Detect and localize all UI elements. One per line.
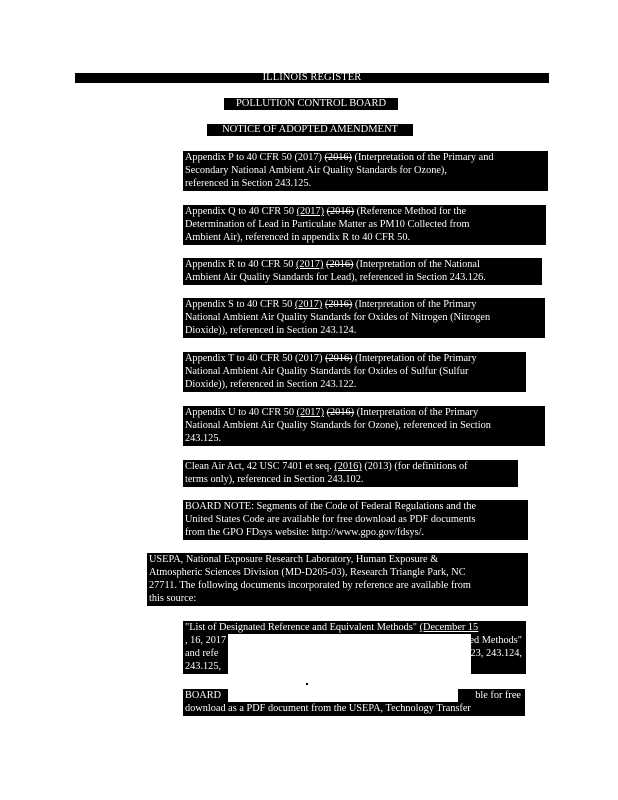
entry-appendix-q — [183, 205, 546, 245]
entry-line: National Ambient Air Quality Standards for Oxides of Nitrogen (Nitrogen — [185, 312, 491, 323]
entry-line: from the GPO FDsys website: http://www.gpo.gov/fdsys/. — [185, 527, 425, 538]
board-note-usepa — [183, 689, 525, 716]
entry-line-fragment: , 16, 2017 — [185, 635, 227, 646]
entry-line: Appendix R to 40 CFR 50 (2017) (2016) (Interpretation of the National — [185, 259, 480, 270]
entry-line: download as a PDF document from the USEPA, Technology Transfer — [185, 703, 471, 714]
notice-title: NOTICE OF ADOPTED AMENDMENT — [207, 124, 413, 136]
entry-line: referenced in Section 243.125. — [185, 178, 312, 189]
entry-usepa-nerl — [147, 553, 528, 606]
entry-line: Atmospheric Sciences Division (MD-D205-03), Research Triangle Park, NC — [149, 567, 466, 578]
entry-line: Dioxide)), referenced in Section 243.122. — [185, 379, 357, 390]
entry-line: Appendix Q to 40 CFR 50 (2017) (2016) (Reference Method for the — [185, 206, 467, 217]
entry-appendix-p — [183, 151, 548, 191]
entry-line: Appendix U to 40 CFR 50 (2017) (2016) (Interpretation of the Primary — [185, 407, 479, 418]
speck — [306, 683, 308, 685]
entry-line: Ambient Air), referenced in appendix R to 40 CFR 50. — [185, 232, 411, 243]
entry-line: 27711. The following documents incorporated by reference are available from — [149, 580, 471, 591]
entry-designated-methods — [183, 621, 526, 674]
board-title: POLLUTION CONTROL BOARD — [224, 98, 398, 110]
entry-line-fragment: and refe — [185, 648, 219, 659]
entry-appendix-t — [183, 352, 526, 392]
entry-line: National Ambient Air Quality Standards for Ozone), referenced in Section — [185, 420, 491, 431]
entry-line: Ambient Air Quality Standards for Lead), referenced in Section 243.126. — [185, 272, 486, 283]
entry-line: terms only), referenced in Section 243.102. — [185, 474, 364, 485]
board-note-cfr — [183, 500, 528, 540]
entry-appendix-s — [183, 298, 545, 338]
entry-clean-air-act — [183, 460, 518, 487]
entry-line: Secondary National Ambient Air Quality Standards for Ozone), — [185, 165, 447, 176]
entry-line: Determination of Lead in Particulate Matter as PM10 Collected from — [185, 219, 470, 230]
entry-line: this source: — [149, 593, 197, 604]
entry-line-fragment: ble for free — [475, 690, 521, 701]
entry-line: Appendix T to 40 CFR 50 (2017) (2016) (Interpretation of the Primary — [185, 353, 477, 364]
entry-line: USEPA, National Exposure Research Laboratory, Human Exposure & — [149, 554, 439, 565]
entry-line: National Ambient Air Quality Standards for Oxides of Sulfur (Sulfur — [185, 366, 469, 377]
entry-line-fragment: BOARD — [185, 690, 222, 701]
entry-line: Clean Air Act, 42 USC 7401 et seq. (2016) (2013) (for definitions of — [185, 461, 468, 472]
entry-line-fragment: 243.125, — [185, 661, 222, 672]
entry-line: BOARD NOTE: Segments of the Code of Federal Regulations and the — [185, 501, 477, 512]
register-title: ILLINOIS REGISTER — [262, 72, 362, 83]
blank-region — [228, 689, 458, 702]
entry-line: United States Code are available for free download as PDF documents — [185, 514, 476, 525]
entry-line: 243.125. — [185, 433, 222, 444]
entry-line: Appendix S to 40 CFR 50 (2017) (2016) (Interpretation of the Primary — [185, 299, 477, 310]
entry-appendix-u — [183, 406, 545, 446]
entry-line: Dioxide)), referenced in Section 243.124. — [185, 325, 357, 336]
blank-region — [228, 634, 471, 674]
entry-line: Appendix P to 40 CFR 50 (2017) (2016) (Interpretation of the Primary and — [185, 152, 494, 163]
entry-line-fragment: 123, 243.124, — [465, 648, 522, 659]
entry-line: "List of Designated Reference and Equivalent Methods" (December 15 — [185, 622, 479, 633]
entry-appendix-r — [183, 258, 542, 285]
entry-line-fragment: nated Methods" — [456, 635, 522, 646]
